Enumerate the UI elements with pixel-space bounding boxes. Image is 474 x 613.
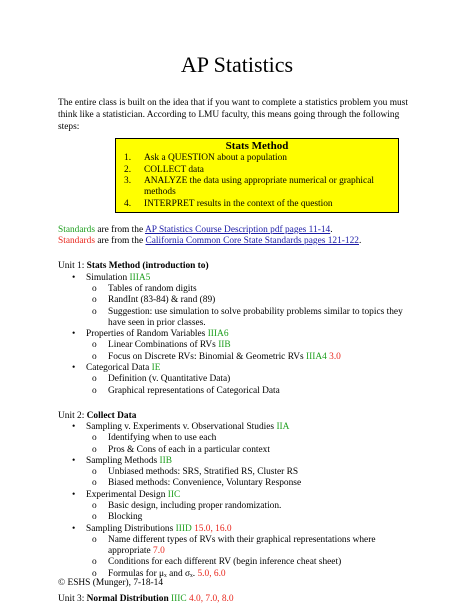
subtopic-item <box>86 433 416 444</box>
standards-label-red: Standards <box>58 236 95 247</box>
bullet-icon: • <box>72 455 76 466</box>
subtopic-list <box>86 535 416 580</box>
circle-bullet-icon: o <box>92 283 97 294</box>
ap-standard-code: IIIA4 <box>305 351 327 362</box>
subtopic-item <box>86 557 416 568</box>
subtopic-item <box>86 340 416 351</box>
ap-standard-code: IIIA5 <box>129 272 151 283</box>
circle-bullet-icon: o <box>92 306 97 317</box>
intro-paragraph: The entire class is built on the idea that if you want to complete a statistics problem you must think like a statistician. According to LMU faculty, this means going through the following steps: <box>58 98 408 132</box>
circle-bullet-icon: o <box>92 351 97 362</box>
subtopic-list <box>86 284 416 329</box>
bullet-icon: • <box>72 422 76 433</box>
bullet-icon: • <box>72 329 76 340</box>
subtopic-item <box>86 386 416 397</box>
stats-method-steps <box>120 153 394 209</box>
subtopic-text: Suggestion: use simulation to solve probability problems similar to topics they have seen in prior classes. <box>108 306 403 328</box>
topic-item <box>58 456 416 490</box>
subtopic-list <box>86 374 416 397</box>
stats-method-step: 1. Ask a QUESTION about a population <box>124 153 287 164</box>
topic-text: Properties of Random Variables <box>86 329 208 340</box>
subtopic-item <box>86 307 416 330</box>
ca-standard-code: 3.0 <box>326 351 341 362</box>
circle-bullet-icon: o <box>92 467 97 478</box>
circle-bullet-icon: o <box>92 501 97 512</box>
topic-item <box>58 490 416 524</box>
unit-2 <box>58 411 416 580</box>
ca-standard-code: 7.0 <box>153 546 165 557</box>
subtopic-text: Name different types of RVs with their graphical representations where appropriate <box>108 534 376 557</box>
ap-standard-code: IE <box>151 362 161 373</box>
circle-bullet-icon: o <box>92 534 97 545</box>
subtopic-text: Blocking <box>108 512 143 523</box>
subtopic-text: Conditions for each different RV (begin inference cheat sheet) <box>108 557 342 568</box>
bullet-icon: • <box>72 272 76 283</box>
subtopic-text: Biased methods: Convenience, Voluntary Response <box>108 478 302 489</box>
circle-bullet-icon: o <box>92 340 97 351</box>
unit-2-topics <box>58 422 416 580</box>
circle-bullet-icon: o <box>92 557 97 568</box>
bullet-icon: • <box>72 362 76 373</box>
subtopic-text: Graphical representations of Categorical Data <box>108 385 280 396</box>
topic-item <box>58 363 416 397</box>
subtopic-text: Identifying when to use each <box>108 433 217 444</box>
unit-3-title: Unit 3: Normal Distribution IIIC 4.0, 7.0, 8.0 <box>58 594 234 604</box>
subtopic-text: Formulas for μₓ and σₓ. <box>108 568 198 579</box>
ap-standard-code: IIIA6 <box>207 329 229 340</box>
bullet-icon: • <box>72 489 76 500</box>
ap-course-description-link[interactable]: AP Statistics Course Description pdf pages 11-14 <box>144 224 331 235</box>
subtopic-list <box>86 501 416 524</box>
bullet-icon: • <box>72 523 76 534</box>
subtopic-item <box>86 467 416 478</box>
subtopic-text: Linear Combinations of RVs <box>108 340 219 351</box>
subtopic-text: Focus on Discrete RVs: Binomial & Geometric RVs <box>108 351 306 362</box>
topic-text: Simulation <box>86 272 130 283</box>
subtopic-text: Definition (v. Quantitative Data) <box>108 374 231 385</box>
subtopic-item <box>86 284 416 295</box>
subtopic-list <box>86 467 416 490</box>
standards-line-ca: Standards are from the California Common Core State Standards pages 121-122. <box>58 236 362 247</box>
subtopic-item <box>86 295 416 306</box>
unit-1-title: Unit 1: Stats Method (introduction to) <box>58 261 209 272</box>
subtopic-text: Pros & Cons of each in a particular context <box>108 444 270 455</box>
subtopic-text: Basic design, including proper randomization. <box>108 501 282 512</box>
unit-1 <box>58 261 416 396</box>
ca-standard-code: 5.0, 6.0 <box>197 568 226 579</box>
unit-1-topics <box>58 273 416 397</box>
subtopic-item <box>86 445 416 456</box>
circle-bullet-icon: o <box>92 444 97 455</box>
page-title: AP Statistics <box>180 52 294 77</box>
topic-text: Sampling v. Experiments v. Observational Studies <box>86 422 277 433</box>
topic-item <box>58 524 416 580</box>
circle-bullet-icon: o <box>92 433 97 444</box>
unit-2-title: Unit 2: Collect Data <box>58 410 137 421</box>
circle-bullet-icon: o <box>92 385 97 396</box>
topic-text: Sampling Distributions <box>86 523 176 534</box>
subtopic-item <box>86 374 416 385</box>
topic-text: Sampling Methods <box>86 455 160 466</box>
ap-standard-code: IIID <box>175 523 192 534</box>
stats-method-step: 3. ANALYZE the data using appropriate numerical or graphical methods <box>124 176 374 198</box>
circle-bullet-icon: o <box>92 295 97 306</box>
subtopic-list <box>86 340 416 363</box>
subtopic-item <box>86 535 416 558</box>
stats-method-box <box>115 138 399 213</box>
unit-3 <box>58 594 416 605</box>
subtopic-item <box>86 501 416 512</box>
circle-bullet-icon: o <box>92 374 97 385</box>
standards-label-green: Standards <box>58 224 95 235</box>
subtopic-text: Unbiased methods: SRS, Stratified RS, Cluster RS <box>108 467 299 478</box>
ap-standard-code: IIA <box>276 422 290 433</box>
topic-item <box>58 273 416 329</box>
topic-item <box>58 422 416 456</box>
topic-text: Categorical Data <box>86 362 152 373</box>
subtopic-item <box>86 478 416 489</box>
ap-standard-code: IIB <box>218 340 231 351</box>
subtopic-item <box>86 352 416 363</box>
subtopic-item <box>86 512 416 523</box>
ca-common-core-link[interactable]: California Common Core State Standards pages 121-122 <box>145 236 359 247</box>
stats-method-heading: Stats Method <box>225 140 289 153</box>
subtopic-text: Tables of random digits <box>108 283 197 294</box>
subtopic-text: RandInt (83-84) & rand (89) <box>108 295 216 306</box>
subtopic-list <box>86 433 416 456</box>
topic-item <box>58 329 416 363</box>
ap-standard-code: IIC <box>167 489 181 500</box>
standards-lines <box>58 225 416 248</box>
standards-line-ap: Standards are from the AP Statistics Course Description pdf pages 11-14. <box>58 224 333 235</box>
circle-bullet-icon: o <box>92 478 97 489</box>
ap-standard-code: IIB <box>159 455 172 466</box>
footer-copyright: © ESHS (Munger), 7-18-14 <box>58 578 164 588</box>
stats-method-step: 2. COLLECT data <box>124 164 204 175</box>
circle-bullet-icon: o <box>92 568 97 579</box>
circle-bullet-icon: o <box>92 512 97 523</box>
topic-text: Experimental Design <box>86 489 168 500</box>
stats-method-step: 4. INTERPRET results in the context of the question <box>124 198 333 209</box>
ca-standard-code: 15.0, 16.0 <box>191 523 232 534</box>
